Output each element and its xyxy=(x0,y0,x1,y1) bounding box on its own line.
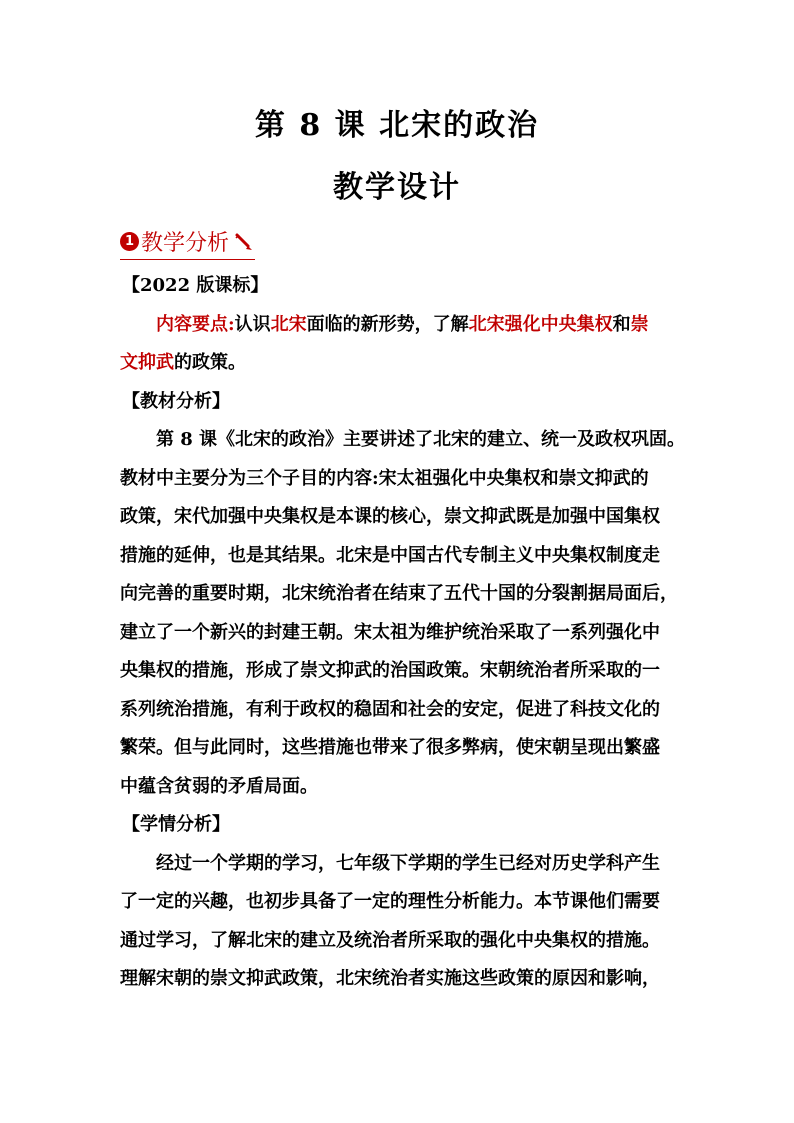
section-heading-label: 教学分析 xyxy=(141,231,230,256)
curriculum-line-1 xyxy=(120,306,685,345)
pen-icon xyxy=(233,231,255,253)
section-heading-teaching-analysis xyxy=(120,226,255,260)
paragraph-line: 措施的延伸，也是其结果。北宋是中国古代专制主义中央集权制度走 xyxy=(120,544,660,566)
curriculum-highlight: 北宋强化中央集权 xyxy=(468,313,613,335)
paragraph-line: 央集权的措施，形成了崇文抑武的治国政策。宋朝统治者所采取的一 xyxy=(120,660,660,681)
number-one-badge: 1 xyxy=(120,232,139,251)
curriculum-line-2 xyxy=(120,344,685,383)
paragraph-line: 系列统治措施，有利于政权的稳固和社会的安定，促进了科技文化的 xyxy=(120,698,660,720)
curriculum-text: 的政策。 xyxy=(174,352,246,373)
paragraph-line: 教材中主要分为三个子目的内容:宋太祖强化中央集权和崇文抑武的 xyxy=(120,467,649,489)
curriculum-highlight: 崇 xyxy=(630,313,649,335)
paragraph-line: 建立了一个新兴的封建王朝。宋太祖为维护统治采取了一系列强化中 xyxy=(120,621,660,643)
curriculum-highlight: 文抑武 xyxy=(120,352,174,373)
curriculum-label: 【2022 版课标】 xyxy=(122,275,269,296)
paragraph-line: 中蕴含贫弱的矛盾局面。 xyxy=(120,775,318,797)
curriculum-text: 面临的新形势，了解 xyxy=(306,313,469,335)
paragraph-line: 繁荣。但与此同时，这些措施也带来了很多弊病，使宋朝呈现出繁盛 xyxy=(120,737,660,758)
body-content xyxy=(120,267,685,999)
textbook-analysis-label: 【教材分析】 xyxy=(122,390,230,412)
lesson-subtitle: 教学设计 xyxy=(333,170,461,205)
curriculum-highlight: 北宋 xyxy=(270,313,307,335)
student-analysis-label: 【学情分析】 xyxy=(122,814,230,835)
paragraph-line: 通过学习，了解北宋的建立及统治者所采取的强化中央集权的措施。 xyxy=(120,929,660,951)
content-key-label: 内容要点: xyxy=(156,313,235,335)
curriculum-text: 和 xyxy=(612,313,631,335)
paragraph-line: 向完善的重要时期，北宋统治者在结束了五代十国的分裂割据局面后， xyxy=(120,583,678,604)
paragraph-line: 经过一个学期的学习，七年级下学期的学生已经对历史学科产生 xyxy=(156,852,660,874)
paragraph-line: 了一定的兴趣，也初步具备了一定的理性分析能力。本节课他们需要 xyxy=(120,891,660,912)
paragraph-line: 政策，宋代加强中央集权是本课的核心，崇文抑武既是加强中国集权 xyxy=(120,506,660,527)
paragraph-line: 第 8 课《北宋的政治》主要讲述了北宋的建立、统一及政权巩固。 xyxy=(156,429,686,450)
lesson-title: 第 8 课 北宋的政治 xyxy=(254,108,540,143)
paragraph-line: 理解宋朝的崇文抑武政策，北宋统治者实施这些政策的原因和影响， xyxy=(120,968,660,989)
curriculum-text: 认识 xyxy=(234,313,271,335)
